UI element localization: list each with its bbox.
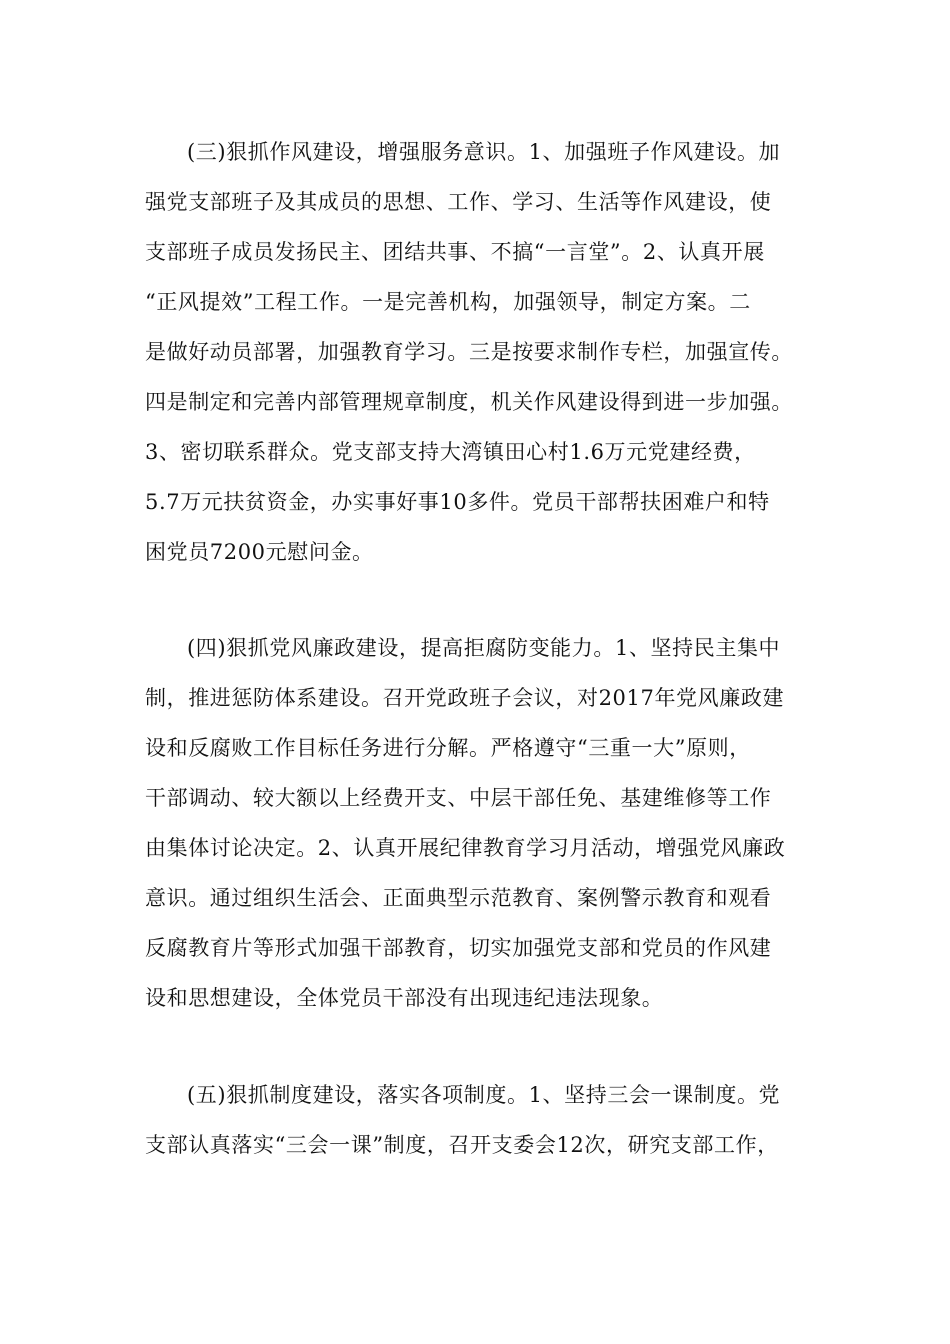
paragraph-anti-corruption: [145, 623, 810, 1023]
text-line: 支部班子成员发扬民主、团结共事、不搞“一言堂”。2、认真开展: [145, 240, 765, 264]
text-line: 强党支部班子及其成员的思想、工作、学习、生活等作风建设，使: [145, 190, 772, 214]
text-line: 支部认真落实“三会一课”制度，召开支委会12次，研究支部工作，: [145, 1133, 779, 1157]
text-line: 由集体讨论决定。2、认真开展纪律教育学习月活动，增强党风廉政: [145, 836, 786, 860]
text-line: 反腐教育片等形式加强干部教育，切实加强党支部和党员的作风建: [145, 936, 772, 960]
text-line: 四是制定和完善内部管理规章制度，机关作风建设得到进一步加强。: [145, 390, 793, 414]
text-line: “正风提效”工程工作。一是完善机构，加强领导，制定方案。二: [145, 290, 751, 314]
paragraph-system-building: [145, 1070, 810, 1170]
text-line: 设和思想建设，全体党员干部没有出现违纪违法现象。: [145, 986, 664, 1010]
text-line: (三)狠抓作风建设，增强服务意识。1、加强班子作风建设。加: [187, 140, 781, 164]
text-line: 设和反腐败工作目标任务进行分解。严格遵守“三重一大”原则，: [145, 736, 751, 760]
text-line: 制，推进惩防体系建设。召开党政班子会议，对2017年党风廉政建: [145, 686, 785, 710]
text-line: 意识。通过组织生活会、正面典型示范教育、案例警示教育和观看: [145, 886, 772, 910]
text-line: 5.7万元扶贫资金，办实事好事10多件。党员干部帮扶困难户和特: [145, 490, 770, 514]
text-line: 困党员7200元慰问金。: [145, 540, 374, 564]
text-line: 是做好动员部署，加强教育学习。三是按要求制作专栏，加强宣传。: [145, 340, 793, 364]
paragraph-work-style: [145, 127, 810, 577]
text-line: 干部调动、较大额以上经费开支、中层干部任免、基建维修等工作: [145, 786, 772, 810]
text-line: (五)狠抓制度建设，落实各项制度。1、坚持三会一课制度。党: [187, 1083, 781, 1107]
text-line: 3、密切联系群众。党支部支持大湾镇田心村1.6万元党建经费，: [145, 440, 756, 464]
text-line: (四)狠抓党风廉政建设，提高拒腐防变能力。1、坚持民主集中: [187, 636, 781, 660]
